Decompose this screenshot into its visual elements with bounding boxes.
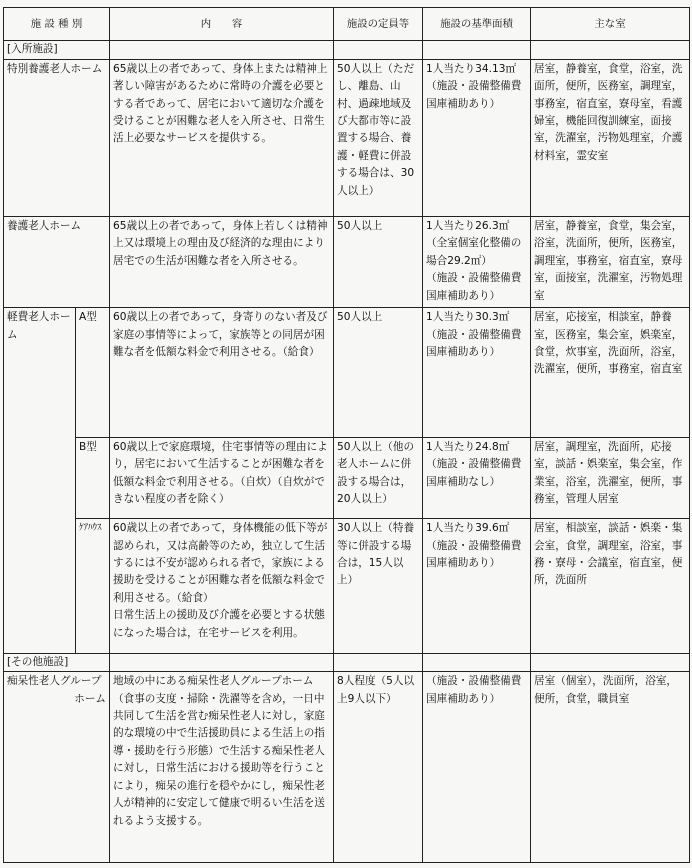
area-note: （施設・設備整備費国庫補助あり） — [426, 328, 522, 358]
facility-area — [423, 519, 531, 654]
facility-type-label: 軽費老人ホーム — [7, 311, 71, 341]
facility-rooms: 居室，静養室，食堂，浴室，洗面所，便所，医務室，調理室，事務室，宿直室，寮母室，看護婦室，機能回復訓練室，面接室，洗濯室，汚物処理室，介護材料室，霊安室 — [531, 59, 690, 216]
facility-area — [423, 438, 531, 519]
facility-rooms: 居室，相談室，談話・娯楽・集会室，食堂，調理室，浴室，事務・寮母・会議室，宿直室，便所，洗面所 — [531, 519, 690, 654]
facility-subtype: A型 — [76, 308, 110, 438]
section-row-residential — [4, 41, 690, 59]
facility-area — [423, 308, 531, 438]
facility-rooms: 居室，静養室，食堂，集会室，浴室，洗面所，便所，医務室，調理室，事務室，宿直室，寮母室，面接室，洗濯室，汚物処理室 — [531, 216, 690, 307]
facility-content: 地域の中にある痴呆性老人グループホーム（食事の支度・掃除・洗濯等を含め，一日中共同して生活を営む痴呆性老人に対し，家庭的な環境の中で生活援助員による生活上の指導・援助を行う形態）で生活する痴呆性老人に対し，日常生活における援助等を行うことにより，痴呆の進行を穏やかにし，痴呆性老人が精神的に安定して健康で明るい生活を送れるよう支援する。 — [110, 672, 334, 863]
content-extra: 日常生活上の援助及び介護を必要とする状態になった場合は，在宅サービスを利用。 — [113, 609, 325, 639]
section-row-other — [4, 654, 690, 672]
header-type: 施 設 種 別 — [4, 8, 110, 41]
facility-content: 65歳以上の者であって、身体上または精神上著しい障害があるために常時の介護を必要とする者であって、居宅において適切な介護を受けることが困難な老人を入所させ、日常生活上必要なサービスを提供する。 — [110, 59, 334, 216]
facility-subtype: B型 — [76, 438, 110, 519]
area-main: 1人当たり26.3㎡ — [426, 219, 510, 232]
table-row — [4, 519, 690, 654]
facility-capacity: 8人程度（5人以上9人以下） — [334, 672, 423, 863]
facility-type: 養護老人ホーム — [4, 216, 110, 307]
header-capacity: 施設の定員等 — [334, 8, 423, 41]
facility-type — [4, 672, 110, 863]
facility-capacity: 50人以上（ただし、離島、山村、過疎地域及び大都市等に設置する場合、養護・軽費に併設する場合は、30人以上） — [334, 59, 423, 216]
area-main: 1人当たり39.6㎡ — [426, 522, 510, 535]
facility-capacity: 50人以上 — [334, 216, 423, 307]
area-note: （施設・設備整備費国庫補助なし） — [426, 458, 522, 488]
content-main: 60歳以上の者であって，身体機能の低下等が認められ，又は高齢等のため，独立して生活するには不安が認められる者で，家族による援助を受けることが困難な者を低額な料金で利用させる。（給食） — [113, 522, 328, 604]
facility-area — [423, 216, 531, 307]
facility-type-line2: ホーム — [74, 692, 107, 705]
header-area: 施設の基準面積 — [423, 8, 531, 41]
area-note: （施設・設備整備費国庫補助あり） — [426, 272, 522, 302]
header-content: 内 容 — [110, 8, 334, 41]
area-main: 1人当たり34.13㎡ — [426, 62, 517, 75]
facility-area — [423, 672, 531, 863]
area-main: 1人当たり30.3㎡ — [426, 311, 510, 324]
facility-content: 60歳以上の者であって，身寄りのない者及び家庭の事情等によって，家族等との同居が困難な者を低額な料金で利用させる。（給食） — [110, 308, 334, 438]
facility-type — [4, 308, 76, 654]
facility-content: 60歳以上で家庭環境，住宅事情等の理由により，居宅において生活することが困難な者を低額な料金で利用させる。（自炊）（自炊ができない程度の者を除く） — [110, 438, 334, 519]
facility-capacity: 30人以上（特養等に併設する場合は，15人以上） — [334, 519, 423, 654]
header-rooms: 主な室 — [531, 8, 690, 41]
facility-rooms: 居室，調理室，洗面所，応接室，談話・娯楽室，集会室，作業室，浴室，洗濯室，便所，事務室，管理人居室 — [531, 438, 690, 519]
facility-subtype: ｹｱﾊｳｽ — [76, 519, 110, 654]
table-row — [4, 672, 690, 863]
facility-rooms: 居室，応接室，相談室，静養室，医務室，集会室，娯楽室，食堂，炊事室，洗面所，浴室，洗濯室，便所，事務室，宿直室 — [531, 308, 690, 438]
area-note: （施設・設備整備費国庫補助あり） — [426, 539, 522, 569]
facility-capacity: 50人以上（他の老人ホームに併設する場合は，20人以上） — [334, 438, 423, 519]
facility-content — [110, 519, 334, 654]
facility-type-line1: 痴呆性老人グループ — [7, 675, 102, 688]
area-main: 1人当たり24.8㎡ — [426, 441, 510, 453]
area-note: （施設・設備整備費国庫補助あり） — [426, 675, 522, 705]
table-row — [4, 438, 690, 519]
facility-table — [3, 7, 690, 863]
facility-type: 特別養護老人ホーム — [4, 59, 110, 216]
area-sub: （全室個室化整備の場合29.2㎡） — [426, 237, 522, 267]
section-label-other: [その他施設] — [4, 654, 110, 672]
facility-rooms: 居室（個室），洗面所，浴室，便所，食堂，職員室 — [531, 672, 690, 863]
table-row — [4, 216, 690, 307]
facility-content: 65歳以上の者であって，身体上若しくは精神上又は環境上の理由及び経済的な理由により居宅での生活が困難な者を入所させる。 — [110, 216, 334, 307]
area-note: （施設・設備整備費国庫補助あり） — [426, 80, 522, 110]
header-row — [4, 8, 690, 41]
table-row — [4, 59, 690, 216]
table-row — [4, 308, 690, 438]
facility-area — [423, 59, 531, 216]
facility-capacity: 50人以上 — [334, 308, 423, 438]
section-label-residential: [入所施設] — [4, 41, 110, 59]
